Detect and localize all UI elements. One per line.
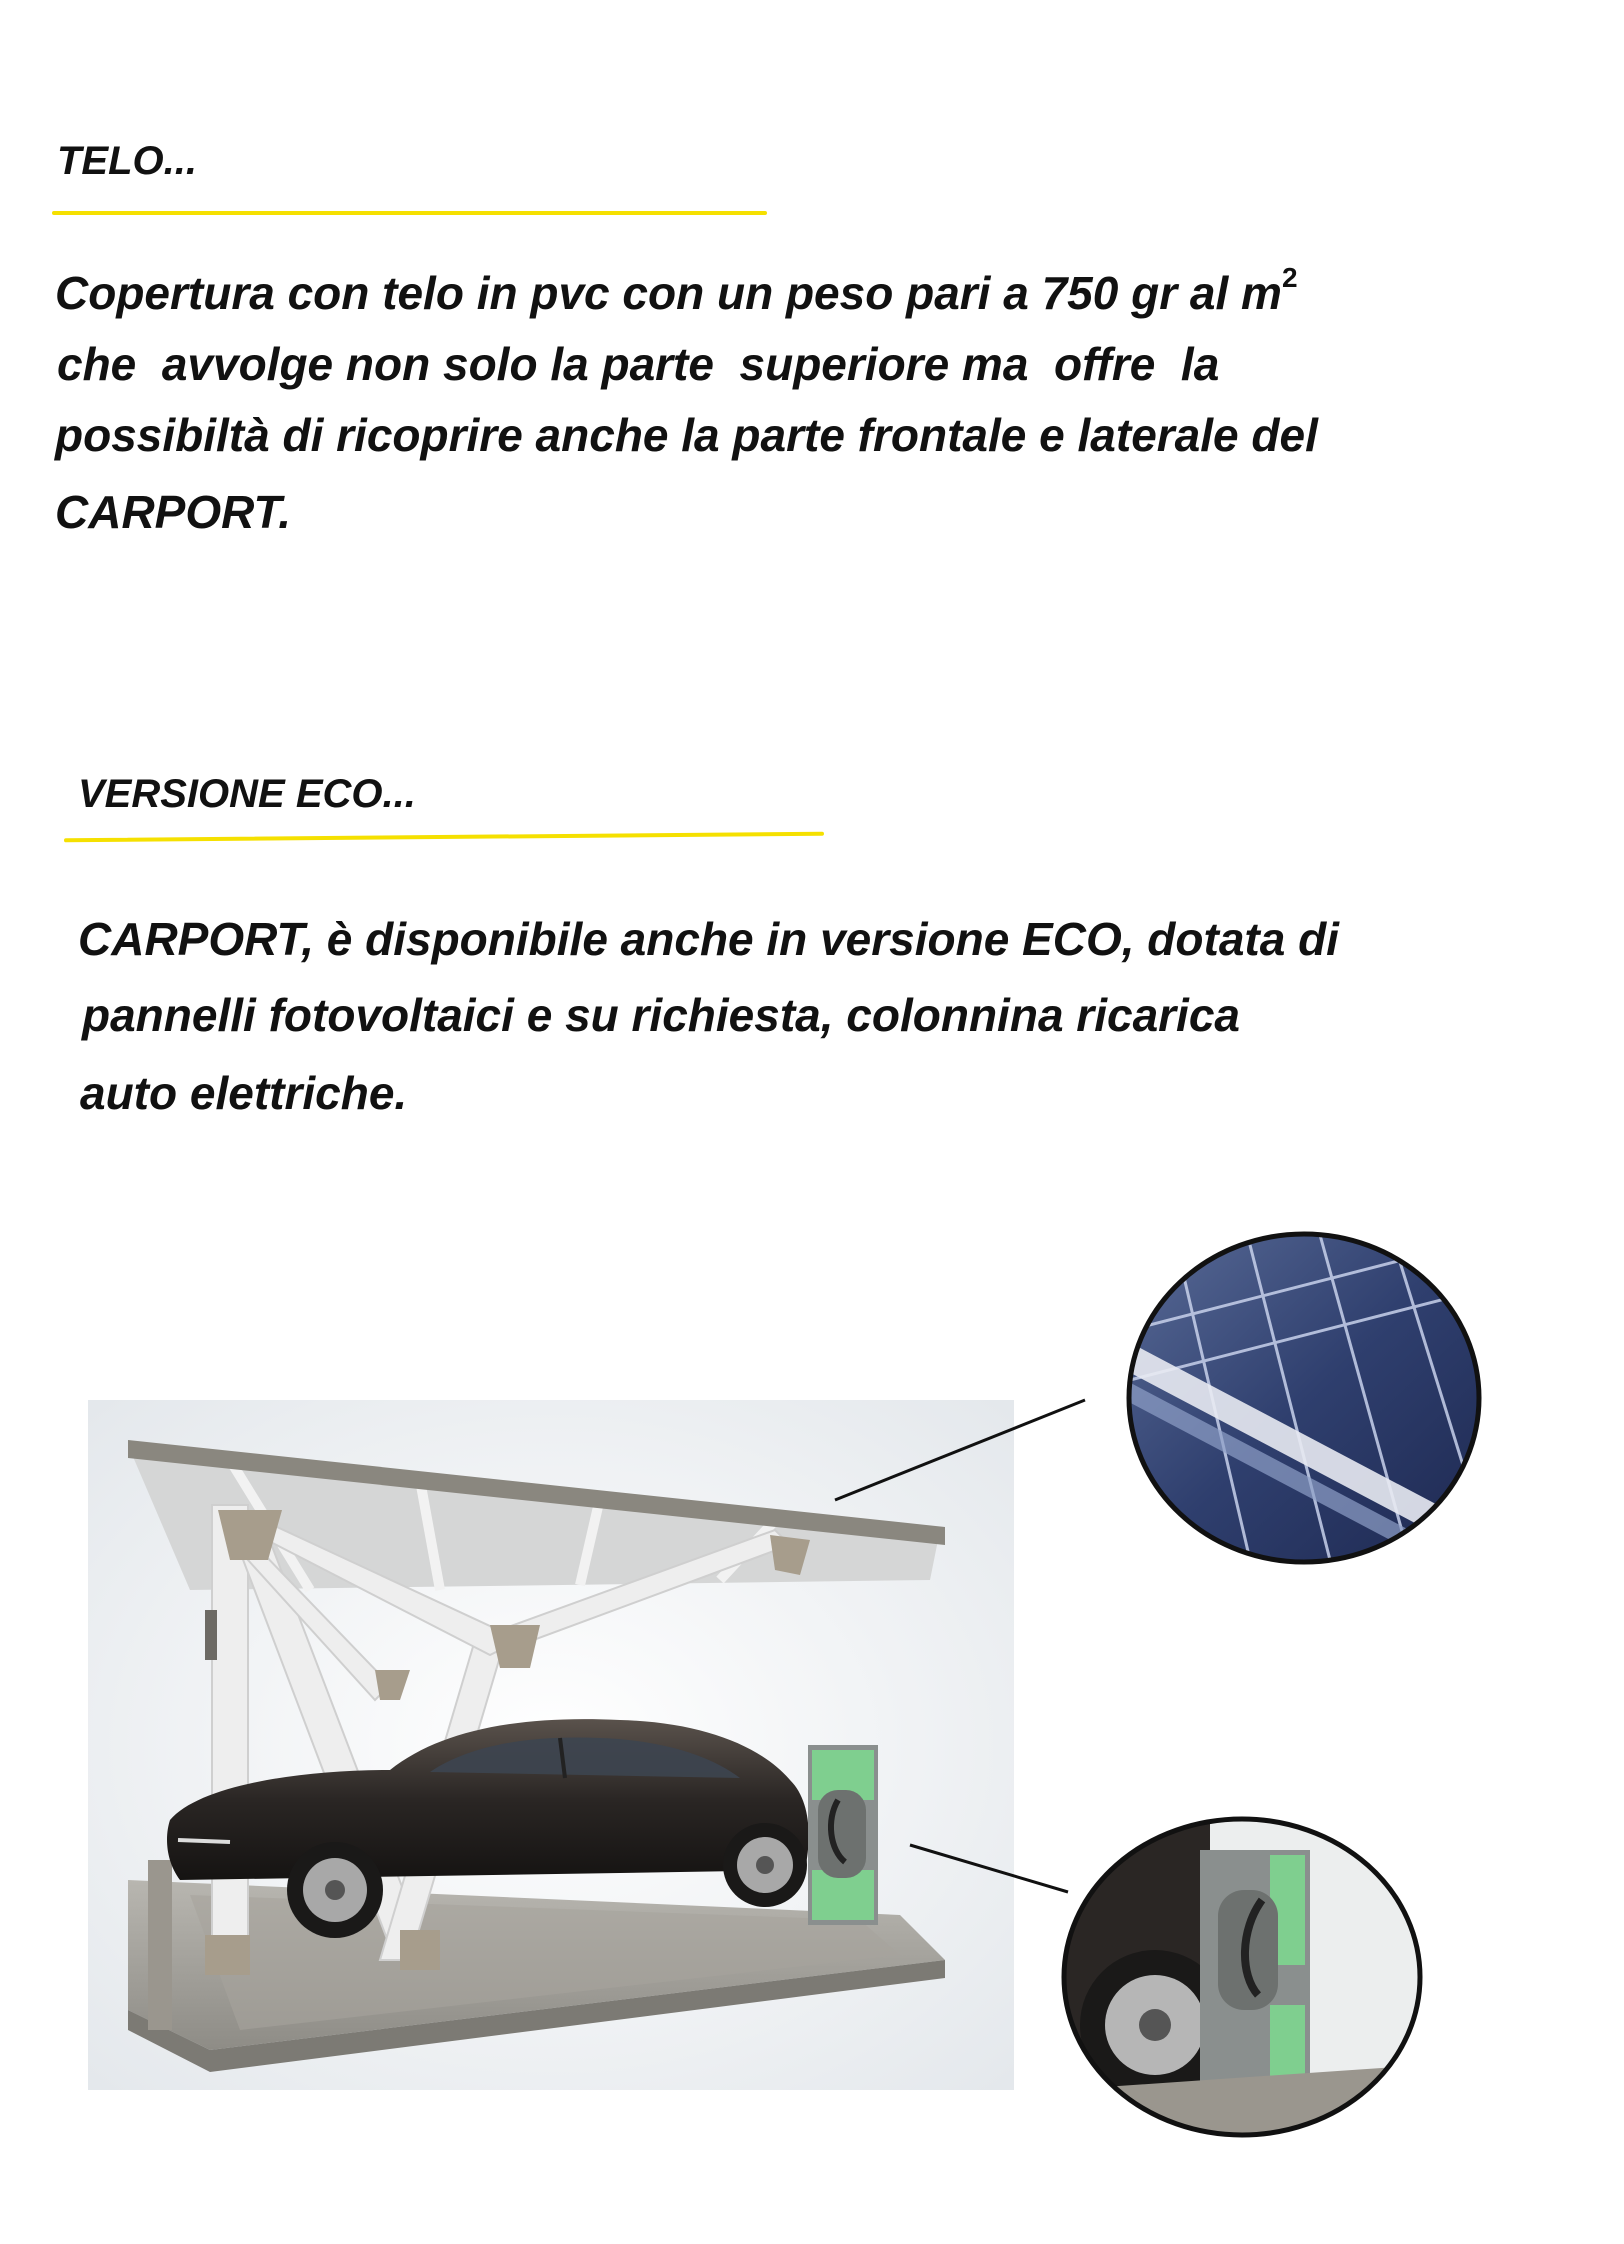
telo-text-line-3: possibiltà di ricoprire anche la parte frontale e laterale del bbox=[55, 409, 1318, 461]
eco-text-line-2: pannelli fotovoltaici e su richiesta, colonnina ricarica bbox=[82, 989, 1240, 1041]
side-bracket bbox=[205, 1610, 217, 1660]
telo-line-1-text: Copertura con telo in pvc con un peso pari a 750 gr al m bbox=[55, 267, 1282, 319]
telo-text-line-2: che avvolge non solo la parte superiore ma offre la bbox=[57, 338, 1220, 390]
charging-station bbox=[808, 1745, 878, 1925]
eco-text-line-1: CARPORT, è disponibile anche in versione ECO, dotata di bbox=[78, 913, 1339, 965]
base-frame-left bbox=[148, 1860, 172, 2030]
eco-text-line-3: auto elettriche. bbox=[80, 1067, 408, 1119]
telo-text-line-4: CARPORT. bbox=[55, 486, 291, 538]
section-heading-telo: TELO... bbox=[57, 139, 197, 183]
section-heading-eco: VERSIONE ECO... bbox=[78, 772, 416, 816]
superscript-two: 2 bbox=[1281, 262, 1298, 293]
